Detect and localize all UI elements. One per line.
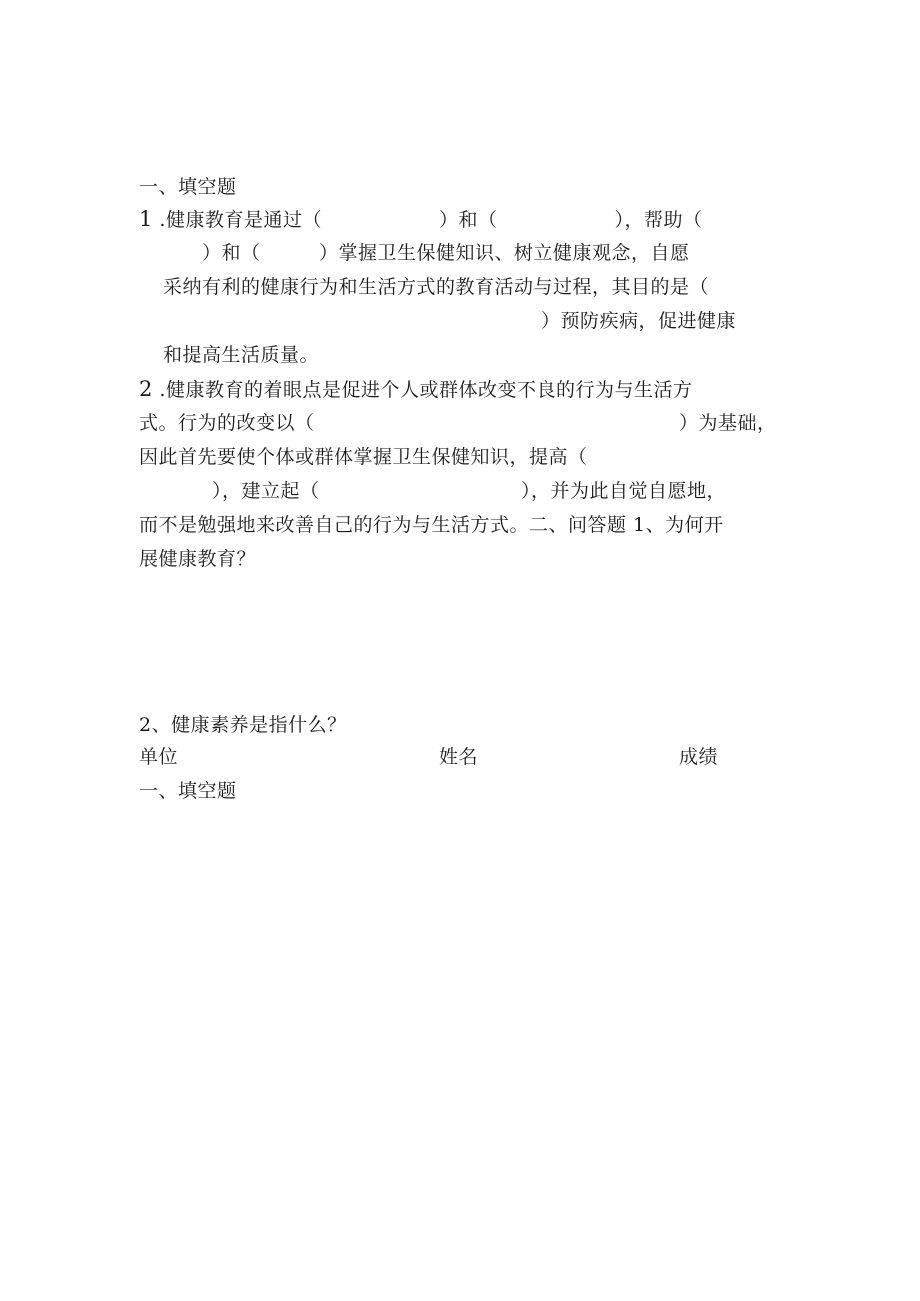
question-1-line-3: 采纳有利的健康行为和生活方式的教育活动与过程，其目的是（: [163, 276, 710, 298]
unit-label: 单位: [139, 746, 179, 768]
question-1-line-5: 和提高生活质量。: [163, 344, 320, 366]
question-2-line-5: 而不是勉强地来改善自己的行为与生活方式。二、问答题 1、为何开: [139, 514, 724, 536]
section-heading-fill-in-repeat: 一、填空题: [139, 780, 237, 802]
question-health-literacy: 2、健康素养是指什么？: [139, 714, 347, 736]
question-2-line-3: 因此首先要使个体或群体掌握卫生保健知识，提高（: [139, 446, 588, 468]
question-1-line-2: ）和（ ）掌握卫生保健知识、树立健康观念，自愿: [163, 242, 690, 264]
question-2-number: 2: [139, 377, 153, 401]
question-1-text-1: .健康教育是通过（ ）和（ ），帮助（: [159, 209, 703, 231]
question-2-line-2a: 式。行为的改变以（: [139, 412, 315, 434]
question-2-line-4b: ），并为此自觉自愿地，: [521, 480, 727, 502]
question-2-line-2b: ）为基础，: [679, 412, 777, 434]
question-1-number: 1: [139, 207, 153, 231]
question-2-text-1: .健康教育的着眼点是促进个人或群体改变不良的行为与生活方: [159, 379, 693, 401]
question-1-line-1: [139, 207, 702, 232]
name-label: 姓名: [439, 746, 479, 768]
question-2-line-6: 展健康教育？: [139, 548, 257, 570]
section-heading-fill-in: 一、填空题: [139, 176, 237, 198]
question-2-line-1: [139, 377, 692, 402]
score-label: 成绩: [679, 746, 719, 768]
question-2-line-4a: ），建立起（: [212, 480, 320, 502]
question-1-line-4: ）预防疾病，促进健康: [541, 310, 737, 332]
